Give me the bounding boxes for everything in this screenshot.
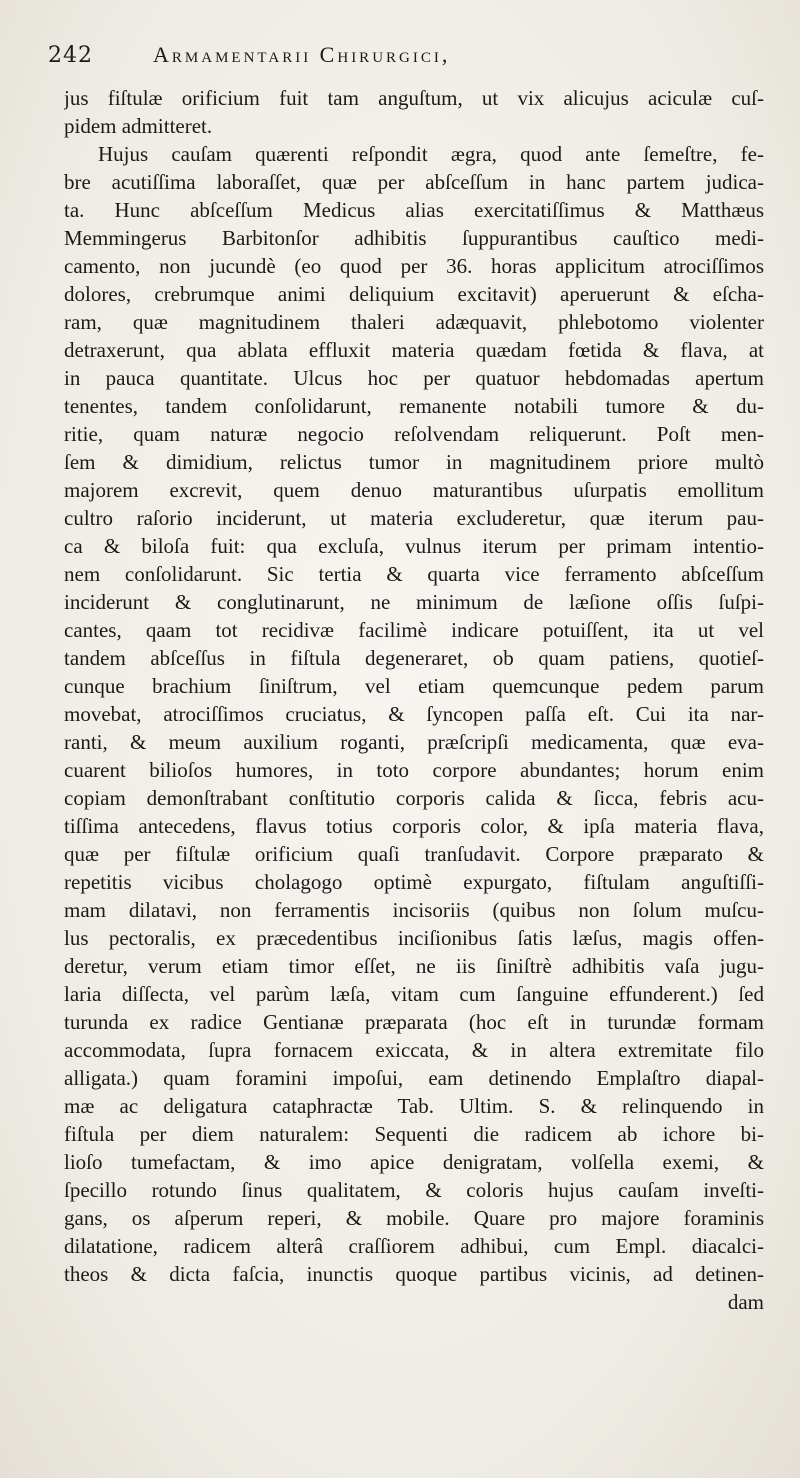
text-line: deretur, verum etiam timor eſſet, ne iis ſiniſtrè adhibitis vaſa jugu-: [64, 954, 764, 978]
text-line: ritie, quam naturæ negocio reſolvendam reliquerunt. Poſt men-: [64, 422, 764, 446]
text-line: pidem admitteret.: [64, 114, 213, 138]
text-line: dolores, crebrumque animi deliquium excitavit) aperuerunt & eſcha-: [64, 282, 764, 306]
text-line: mæ ac deligatura cataphractæ Tab. Ultim. S. & relinquendo in: [64, 1094, 764, 1118]
text-line: turunda ex radice Gentianæ præparata (hoc eſt in turundæ formam: [64, 1010, 764, 1034]
text-line: cultro raſorio inciderunt, ut materia excluderetur, quæ iterum pau-: [64, 506, 764, 530]
text-line: fiſtula per diem naturalem: Sequenti die radicem ab ichore bi-: [64, 1122, 764, 1146]
text-line: majorem excrevit, quem denuo maturantibus uſurpatis emollitum: [64, 478, 764, 502]
text-line: accommodata, ſupra fornacem exiccata, & in altera extremitate filo: [64, 1038, 764, 1062]
text-line: jus fiſtulæ orificium fuit tam anguſtum, ut vix alicujus aciculæ cuſ-: [64, 86, 764, 110]
text-line: ſpecillo rotundo ſinus qualitatem, & coloris hujus cauſam inveſti-: [64, 1178, 764, 1202]
text-line: detraxerunt, qua ablata effluxit materia quædam fœtida & flava, at: [64, 338, 764, 362]
text-line: laria diſſecta, vel parùm læſa, vitam cum ſanguine effunderent.) ſed: [64, 982, 764, 1006]
text-line: copiam demonſtrabant conſtitutio corporis calida & ſicca, febris acu-: [64, 786, 764, 810]
text-line: theos & dicta faſcia, inunctis quoque partibus vicinis, ad detinen-: [64, 1262, 764, 1286]
catchword: dam: [727, 1290, 764, 1314]
text-line: cuarent bilioſos humores, in toto corpore abundantes; horum enim: [64, 758, 764, 782]
body-text: [64, 84, 764, 1316]
text-line: bre acutiſſima laboraſſet, quæ per abſceſſum in hanc partem judica-: [64, 170, 764, 194]
text-line: tandem abſceſſus in fiſtula degeneraret, ob quam patiens, quotieſ-: [64, 646, 764, 670]
text-line: mam dilatavi, non ferramentis incisoriis (quibus non ſolum muſcu-: [64, 898, 764, 922]
text-line: inciderunt & conglutinarunt, ne minimum de læſione oſſis ſuſpi-: [64, 590, 764, 614]
text-line: Hujus cauſam quærenti reſpondit ægra, quod ante ſemeſtre, fe-: [98, 142, 764, 166]
page-number: 242: [48, 43, 93, 68]
text-line: lioſo tumefactam, & imo apice denigratam, volſella exemi, &: [64, 1150, 764, 1174]
text-line: in pauca quantitate. Ulcus hoc per quatuor hebdomadas apertum: [64, 366, 764, 390]
page-header: [48, 42, 668, 82]
text-line: tenentes, tandem conſolidarunt, remanente notabili tumore & du-: [64, 394, 764, 418]
text-line: quæ per fiſtulæ orificium quaſi tranſudavit. Corpore præparato &: [64, 842, 764, 866]
text-line: tiſſima antecedens, flavus totius corporis color, & ipſa materia flava,: [64, 814, 764, 838]
text-line: ranti, & meum auxilium roganti, præſcripſi medicamenta, quæ eva-: [64, 730, 764, 754]
text-line: ſem & dimidium, relictus tumor in magnitudinem priore multò: [64, 450, 764, 474]
text-line: ram, quæ magnitudinem thaleri adæquavit, phlebotomo violenter: [64, 310, 764, 334]
text-line: ta. Hunc abſceſſum Medicus alias exercitatiſſimus & Matthæus: [64, 198, 764, 222]
text-line: movebat, atrociſſimos cruciatus, & ſyncopen paſſa eſt. Cui ita nar-: [64, 702, 764, 726]
text-line: repetitis vicibus cholagogo optimè expurgato, fiſtulam anguſtiſſi-: [64, 870, 764, 894]
text-line: dilatatione, radicem alterâ craſſiorem adhibui, cum Empl. diacalci-: [64, 1234, 764, 1258]
text-line: cunque brachium ſiniſtrum, vel etiam quemcunque pedem parum: [64, 674, 764, 698]
text-line: alligata.) quam foramini impoſui, eam detinendo Emplaſtro diapal-: [64, 1066, 764, 1090]
text-line: cantes, qaam tot recidivæ facilimè indicare potuiſſent, ita ut vel: [64, 618, 764, 642]
text-line: ca & biloſa fuit: qua excluſa, vulnus iterum per primam intentio-: [64, 534, 764, 558]
running-title: Armamentarii Chirurgici,: [153, 42, 451, 67]
text-line: Memmingerus Barbitonſor adhibitis ſuppurantibus cauſtico medi-: [64, 226, 764, 250]
text-line: camento, non jucundè (eo quod per 36. horas applicitum atrociſſimos: [64, 254, 764, 278]
text-line: nem conſolidarunt. Sic tertia & quarta vice ferramento abſceſſum: [64, 562, 764, 586]
text-line: lus pectoralis, ex præcedentibus inciſionibus ſatis læſus, magis offen-: [64, 926, 764, 950]
text-line: gans, os aſperum reperi, & mobile. Quare pro majore foraminis: [64, 1206, 764, 1230]
